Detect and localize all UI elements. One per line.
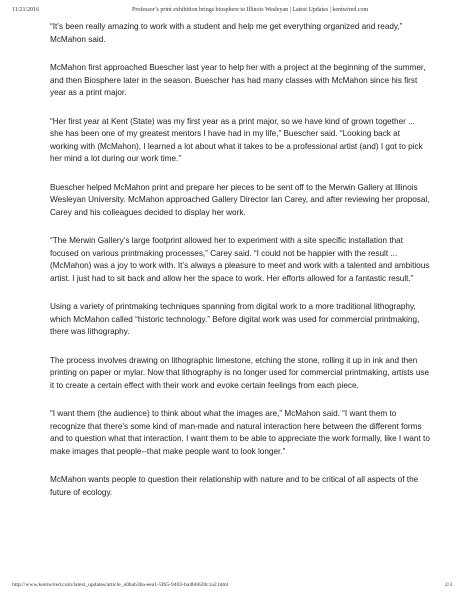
article-body (50, 21, 430, 515)
article-paragraph: McMahon first approached Buescher last year to help her with a project at the beginning of the summer, and then Biosphere later in the season. Buescher has had many classes with McMahon since his first year as a print major. (50, 63, 426, 97)
print-header (12, 7, 452, 17)
article-paragraph: The process involves drawing on lithographic limestone, etching the stone, rolling it up in ink and then printing on paper or mylar. Now that lithography is no longer used for commercial printmaking, artists use it to create a certain effect with their work and evoke certain feelings from each piece. (50, 355, 430, 390)
print-footer (12, 582, 452, 592)
article-paragraph: McMahon wants people to question their relationship with nature and to be critical of all aspects of the future of ecology. (50, 475, 419, 497)
article-paragraph: “It’s been really amazing to work with a student and help me get everything organized and ready,” McMahon said. (50, 22, 403, 44)
article-paragraph: Buescher helped McMahon print and prepare her pieces to be sent off to the Merwin Gallery at Illinois Wesleyan University. McMahon approached Gallery Director Ian Carey, and after reviewing her proposal, Carey and his colleagues decided to display her work. (50, 182, 430, 217)
article-paragraph: “Her first year at Kent (State) was my first year as a print major, so we have kind of grown together ... she has been one of my greatest mentors I have had in my life,” Buescher said. “Looking back at working with (McMahon), I learned a lot about what it takes to be a professional artist (and) I got to pick her mind a lot during our work time.” (50, 116, 423, 163)
article-paragraph: Using a variety of printmaking techniques spanning from digital work to a more traditional lithography, which McMahon called “historic technology.” Before digital work was used for commercial printmaking, there was lithography. (50, 302, 420, 336)
page-number: 2/3 (444, 582, 452, 588)
print-date: 11/21/2016 (12, 7, 40, 13)
print-page-title: Professor’s print exhibition brings biosphere to Illinois Wesleyan | Latest Updates | kentwired.com (132, 7, 369, 13)
print-url: http://www.kentwired.com/latest_updates/article_a0bab3ba-eea1-5fb5-9403-ba4b6620c1a2.html (12, 582, 229, 588)
article-paragraph: “The Merwin Gallery’s large footprint allowed her to experiment with a site specific installation that focused on various printmaking processes,” Carey said. “I could not be happier with the result ... (McMahon) was a joy to work with. It’s always a pleasure to meet and work with a talented and ambitious artist. I just had to sit back and allow her the space to work. Her efforts allowed for a fantastic result.” (50, 236, 430, 283)
article-paragraph: “I want them (the audience) to think about what the images are,” McMahon said. “I want them to recognize that there’s some kind of man-made and natural interaction here between the different forms and to question what that interaction. I want them to be able to appreciate the work formally, like I want to make images that people--that make people want to look longer.” (50, 409, 430, 456)
